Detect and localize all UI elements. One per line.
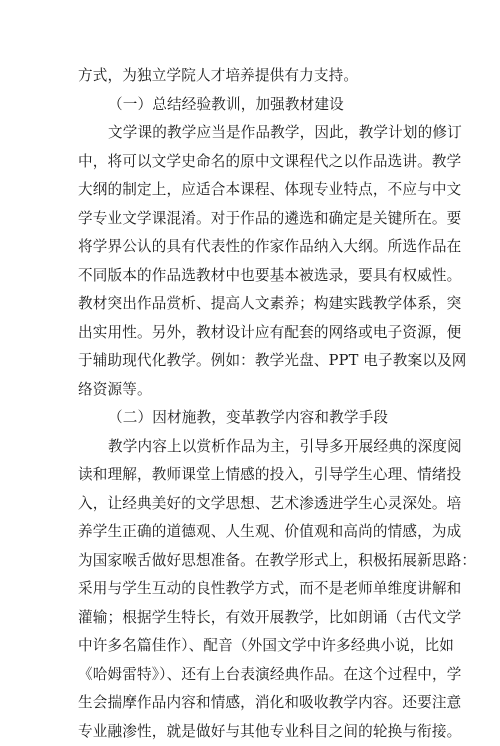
text-line: 养学生正确的道德观、人生观、价值观和高尚的情感，为成	[78, 518, 450, 547]
text-line: 灌输；根据学生特长，有效开展教学，比如朗诵（古代文学	[78, 604, 450, 633]
text-line: 入，让经典美好的文学思想、艺术渗透进学生心灵深处。培	[78, 490, 450, 519]
text-line: 中许多名篇佳作）、配音（外国文学中许多经典小说，比如	[78, 632, 450, 661]
paragraph-first-line: 文学课的教学应当是作品教学，因此，教学计划的修订	[78, 119, 450, 148]
text-line: 《哈姆雷特》）、还有上台表演经典作品。在这个过程中，学	[78, 661, 450, 690]
paragraph-first-line: 教学内容上以赏析作品为主，引导多开展经典的深度阅	[78, 433, 450, 462]
text-line: 将学界公认的具有代表性的作家作品纳入大纲。所选作品在	[78, 233, 450, 262]
text-line: 教材突出作品赏析、提高人文素养；构建实践教学体系，突	[78, 290, 450, 319]
text-line: 中，将可以文学史命名的原中文课程代之以作品选讲。教学	[78, 148, 450, 177]
text-line: 专业融渗性，就是做好与其他专业科目之间的轮换与衔接。	[78, 718, 450, 746]
text-line: 学专业文学课混淆。对于作品的遴选和确定是关键所在。要	[78, 205, 450, 234]
text-line: 于辅助现代化教学。例如：教学光盘、PPT 电子教案以及网	[78, 347, 450, 376]
text-line: 络资源等。	[78, 376, 450, 405]
text-line: 方式，为独立学院人才培养提供有力支持。	[78, 62, 450, 91]
text-line: 为国家喉舌做好思想准备。在教学形式上，积极拓展新思路：	[78, 547, 450, 576]
section-heading: （二）因材施教，变革教学内容和教学手段	[78, 404, 450, 433]
section-heading: （一）总结经验教训，加强教材建设	[78, 91, 450, 120]
text-line: 生会揣摩作品内容和情感，消化和吸收教学内容。还要注意	[78, 689, 450, 718]
text-line: 读和理解，教师课堂上情感的投入，引导学生心理、情绪投	[78, 461, 450, 490]
text-line: 不同版本的作品选教材中也要基本被选录，要具有权威性。	[78, 262, 450, 291]
text-line: 大纲的制定上，应适合本课程、体现专业特点，不应与中文	[78, 176, 450, 205]
text-line: 采用与学生互动的良性教学方式，而不是老师单维度讲解和	[78, 575, 450, 604]
text-line: 出实用性。另外，教材设计应有配套的网络或电子资源，便	[78, 319, 450, 348]
document-page	[78, 62, 450, 746]
